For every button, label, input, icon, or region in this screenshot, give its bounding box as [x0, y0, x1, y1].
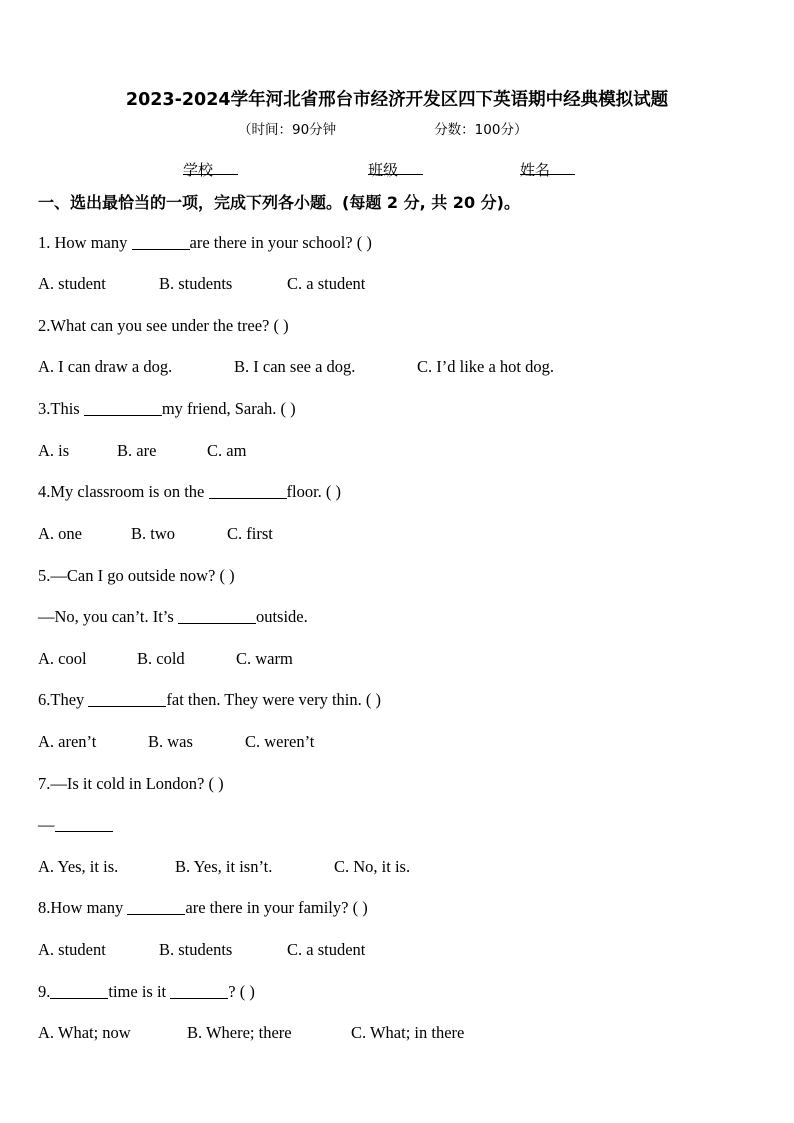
- answer-blank: [50, 982, 108, 999]
- question-stem: floor. ( ): [286, 482, 342, 501]
- name-blank: [520, 159, 575, 175]
- question-stem: ? ( ): [228, 982, 255, 1001]
- question-stem: 7.—Is it cold in London? ( ): [38, 774, 224, 793]
- answer-blank: [170, 982, 228, 999]
- option-b: B. Where; there: [187, 1023, 292, 1042]
- question-3: [38, 399, 296, 419]
- page-title: 2023-2024学年河北省邢台市经济开发区四下英语期中经典模拟试题: [125, 90, 669, 110]
- option-a: A. cool: [38, 649, 87, 668]
- class-blank: [368, 159, 423, 175]
- question-7-options: [38, 857, 410, 877]
- option-a: A. student: [38, 940, 106, 959]
- section-heading: 一、选出最恰当的一项，完成下列各小题。(每题 2 分, 共 20 分)。: [38, 193, 520, 212]
- question-stem: 6.They: [38, 690, 89, 709]
- answer-blank: [209, 482, 287, 499]
- exam-score: 分数：100分）: [434, 122, 528, 138]
- option-a: A. What; now: [38, 1023, 131, 1042]
- question-stem: 3.This: [38, 399, 84, 418]
- question-stem: 4.My classroom is on the: [38, 482, 209, 501]
- question-stem: 2.What can you see under the tree? ( ): [38, 316, 289, 335]
- question-stem: —No, you can’t. It’s: [38, 607, 178, 626]
- question-7-reply: [38, 815, 113, 835]
- option-b: B. cold: [137, 649, 185, 668]
- option-c: C. a student: [287, 274, 366, 293]
- option-a: A. is: [38, 441, 70, 460]
- school-blank: [183, 159, 238, 175]
- answer-blank: [132, 233, 190, 250]
- school-label: 学校: [183, 161, 214, 179]
- option-b: B. I can see a dog.: [234, 357, 356, 376]
- question-8-options: [38, 940, 365, 960]
- exam-time: （时间：90分钟: [238, 122, 337, 138]
- class-label: 班级: [368, 161, 399, 179]
- question-stem: time is it: [108, 982, 171, 1001]
- answer-blank: [84, 399, 162, 416]
- question-9-options: [38, 1023, 464, 1043]
- question-3-options: [38, 441, 246, 461]
- question-stem: outside.: [255, 607, 308, 626]
- option-b: B. two: [131, 524, 176, 543]
- option-b: B. are: [117, 441, 157, 460]
- option-c: C. am: [207, 441, 247, 460]
- question-1: [38, 233, 372, 253]
- question-7: [38, 774, 224, 794]
- question-5: [38, 566, 235, 586]
- option-b: B. Yes, it isn’t.: [175, 857, 273, 876]
- option-c: C. I’d like a hot dog.: [417, 357, 555, 376]
- answer-blank: [88, 690, 166, 707]
- question-stem: are there in your school? ( ): [189, 233, 372, 252]
- question-6: [38, 690, 381, 710]
- option-b: B. students: [159, 274, 233, 293]
- question-8: [38, 898, 368, 918]
- option-c: C. warm: [236, 649, 293, 668]
- name-label: 姓名: [520, 161, 551, 179]
- question-1-options: [38, 274, 365, 294]
- question-stem: are there in your family? ( ): [185, 898, 368, 917]
- question-stem: my friend, Sarah. ( ): [161, 399, 296, 418]
- option-a: A. Yes, it is.: [38, 857, 119, 876]
- option-a: A. student: [38, 274, 106, 293]
- option-a: A. I can draw a dog.: [38, 357, 173, 376]
- answer-blank: [127, 898, 185, 915]
- question-5-options: [38, 649, 293, 669]
- question-stem: 9.: [38, 982, 51, 1001]
- option-c: C. first: [227, 524, 273, 543]
- question-stem: fat then. They were very thin. ( ): [166, 690, 381, 709]
- option-c: C. weren’t: [245, 732, 315, 751]
- question-stem: —: [38, 815, 55, 834]
- question-stem: 8.How many: [38, 898, 128, 917]
- exam-meta: [238, 118, 527, 138]
- question-5-reply: [38, 607, 308, 627]
- question-stem: 5.—Can I go outside now? ( ): [38, 566, 235, 585]
- question-4-options: [38, 524, 273, 544]
- option-c: C. No, it is.: [334, 857, 411, 876]
- option-b: B. students: [159, 940, 233, 959]
- answer-blank: [55, 815, 113, 832]
- option-b: B. was: [148, 732, 193, 751]
- question-9: [38, 982, 255, 1002]
- question-6-options: [38, 732, 314, 752]
- option-c: C. What; in there: [351, 1023, 465, 1042]
- question-stem: 1. How many: [38, 233, 132, 252]
- question-2: [38, 316, 289, 336]
- question-4: [38, 482, 341, 502]
- option-c: C. a student: [287, 940, 366, 959]
- question-2-options: [38, 357, 554, 377]
- option-a: A. aren’t: [38, 732, 97, 751]
- answer-blank: [178, 607, 256, 624]
- option-a: A. one: [38, 524, 82, 543]
